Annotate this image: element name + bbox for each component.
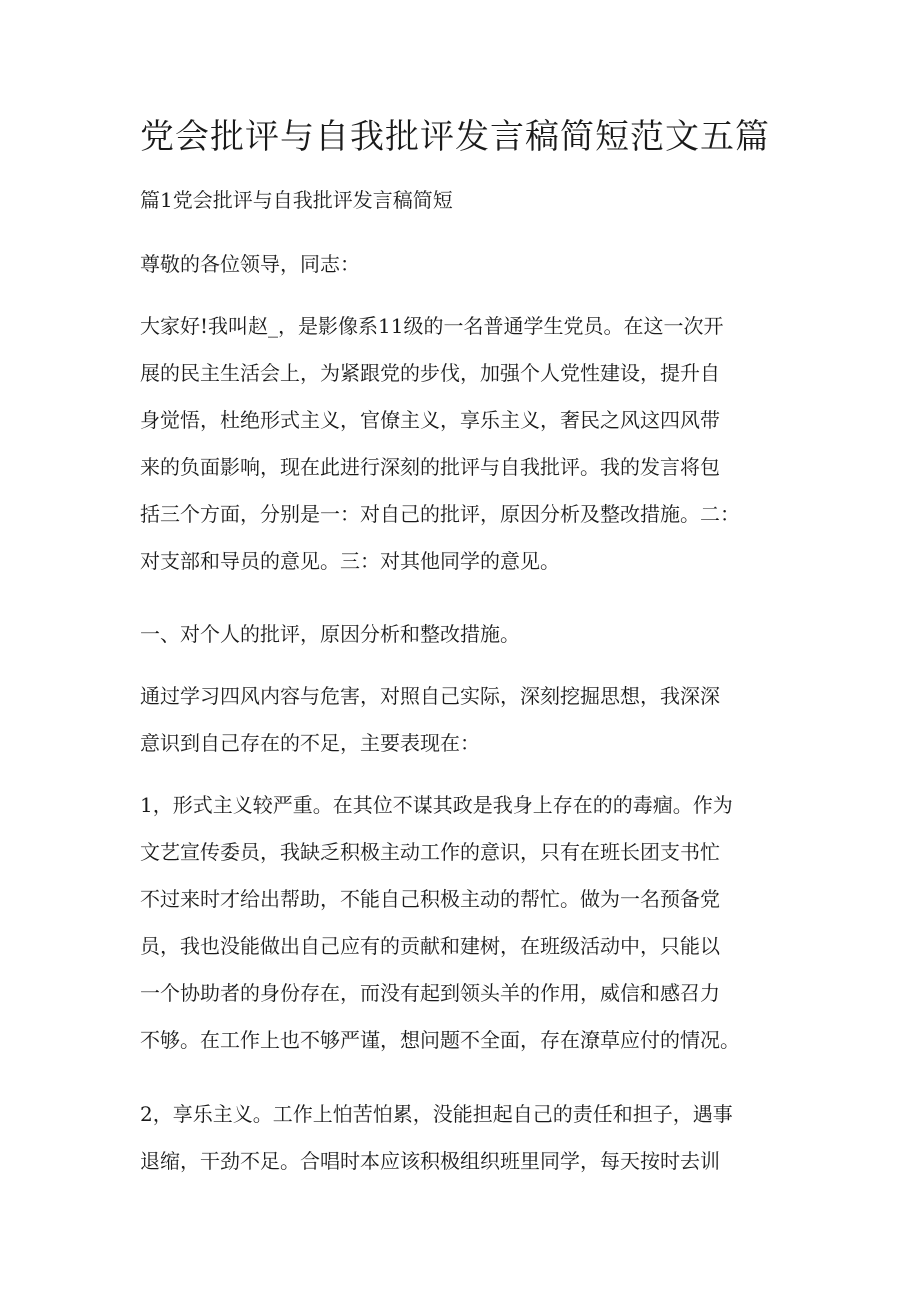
analysis-paragraph [140, 682, 720, 776]
paragraph-line: 通过学习四风内容与危害，对照自己实际，深刻挖掘思想，我深深 [140, 684, 720, 708]
paragraph-line: 不够。在工作上也不够严谨，想问题不全面，存在潦草应付的情况。 [140, 1028, 740, 1052]
paragraph-line: 退缩，干劲不足。合唱时本应该积极组织班里同学，每天按时去训 [140, 1149, 720, 1173]
paragraph-line: 一个协助者的身份存在，而没有起到领头羊的作用，威信和感召力 [140, 981, 720, 1005]
paragraph-line: 2，享乐主义。工作上怕苦怕累，没能担起自己的责任和担子，遇事 [140, 1102, 733, 1126]
greeting-paragraph [140, 250, 360, 297]
paragraph-line: 对支部和导员的意见。三：对其他同学的意见。 [140, 549, 560, 573]
greeting-line: 尊敬的各位领导，同志： [140, 252, 360, 276]
paragraph-line: 员，我也没能做出自己应有的贡献和建树，在班级活动中，只能以 [140, 934, 720, 958]
paragraph-line: 展的民主生活会上，为紧跟党的步伐，加强个人党性建设，提升自 [140, 361, 720, 385]
intro-paragraph [140, 312, 740, 594]
formalism-paragraph [140, 791, 740, 1073]
paragraph-line: 1，形式主义较严重。在其位不谋其政是我身上存在的的毒痼。作为 [140, 793, 733, 817]
paragraph-line: 文艺宣传委员，我缺乏积极主动工作的意识，只有在班长团支书忙 [140, 840, 720, 864]
document-title: 党会批评与自我批评发言稿简短范文五篇 [140, 117, 770, 157]
hedonism-paragraph [140, 1100, 733, 1194]
heading-line: 一、对个人的批评，原因分析和整改措施。 [140, 622, 520, 646]
paragraph-line: 来的负面影响，现在此进行深刻的批评与自我批评。我的发言将包 [140, 455, 720, 479]
section-subtitle: 篇1党会批评与自我批评发言稿简短 [140, 188, 453, 212]
section-heading [140, 620, 520, 667]
paragraph-line: 大家好!我叫赵_，是影像系11级的一名普通学生党员。在这一次开 [140, 314, 724, 338]
paragraph-line: 不过来时才给出帮助，不能自己积极主动的帮忙。做为一名预备党 [140, 887, 720, 911]
paragraph-line: 身觉悟，杜绝形式主义，官僚主义，享乐主义，奢民之风这四风带 [140, 408, 720, 432]
paragraph-line: 括三个方面，分别是一：对自己的批评，原因分析及整改措施。二： [140, 502, 740, 526]
paragraph-line: 意识到自己存在的不足，主要表现在： [140, 731, 480, 755]
